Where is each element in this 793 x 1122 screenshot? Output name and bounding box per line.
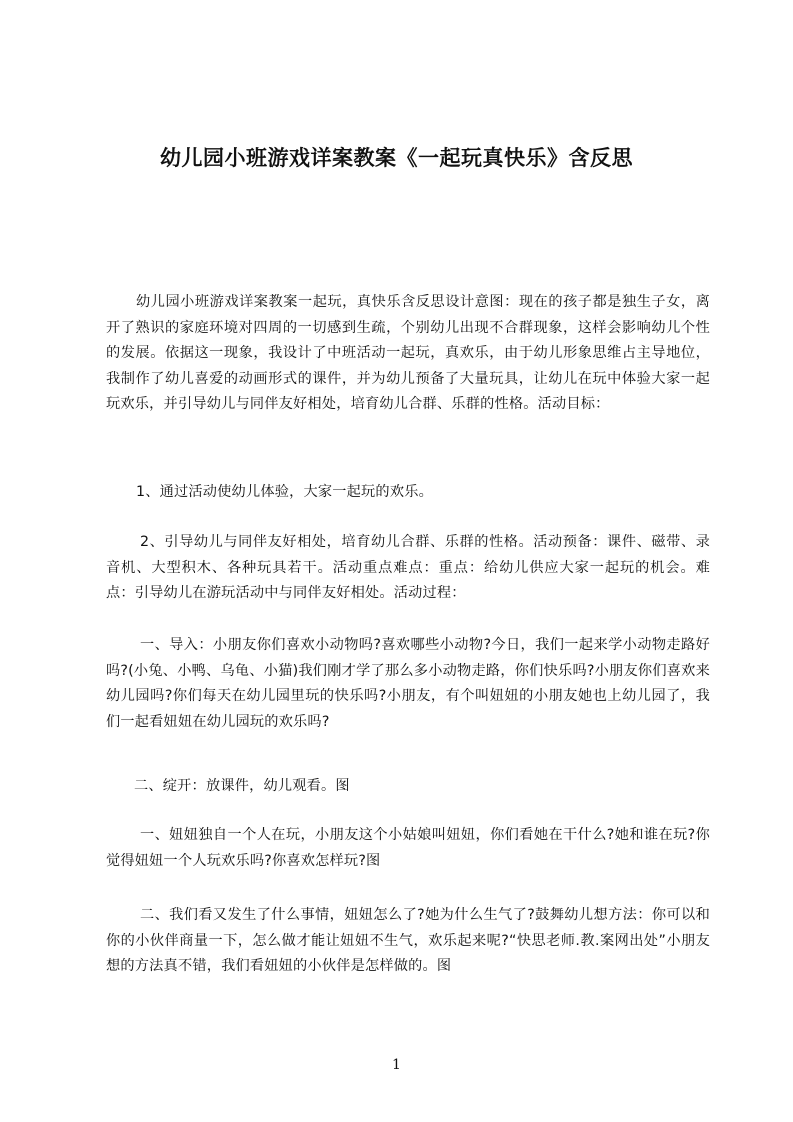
document-title: 幼儿园小班游戏详案教案《一起玩真快乐》含反思 [160,146,633,170]
paragraph-goal-1: 1、通过活动使幼儿体验，大家一起玩的欢乐。 [136,484,433,500]
paragraph-scene-1: 一、妞妞独自一个人在玩，小朋友这个小姑娘叫妞妞，你们看她在干什么?她和谁在玩?你觉得妞妞一个人玩欢乐吗?你喜欢怎样玩?图 [106,827,710,869]
paragraph-goal-2: 2、引导幼儿与同伴友好相处，培育幼儿合群、乐群的性格。活动预备：课件、磁带、录音机、大型积木、各种玩具若干。活动重点难点：重点：给幼儿供应大家一起玩的机会。难点：引导幼儿在游玩活动中与同伴友好相处。活动过程： [106,534,710,601]
paragraph-design-intent: 幼儿园小班游戏详案教案一起玩，真快乐含反思设计意图：现在的孩子都是独生子女，离开了熟识的家庭环境对四周的一切感到生疏，个别幼儿出现不合群现象，这样会影响幼儿个性的发展。依据这一现象，我设计了中班活动一起玩，真欢乐，由于幼儿形象思维占主导地位，我制作了幼儿喜爱的动画形式的课件，并为幼儿预备了大量玩具，让幼儿在玩中体验大家一起玩欢乐，并引导幼儿与同伴友好相处，培育幼儿合群、乐群的性格。活动目标： [106,294,710,412]
paragraph-unfold: 二、绽开：放课件，幼儿观看。图 [134,778,350,794]
paragraph-scene-2: 二、我们看又发生了什么事情，妞妞怎么了?她为什么生气了?鼓舞幼儿想方法：你可以和你的小伙伴商量一下，怎么做才能让妞妞不生气，欢乐起来呢?“快思老师.教.案网出处”小朋友想的方法真不错，我们看妞妞的小伙伴是怎样做的。图 [106,907,710,974]
paragraph-introduction: 一、导入：小朋友你们喜欢小动物吗?喜欢哪些小动物?今日，我们一起来学小动物走路好吗?(小兔、小鸭、乌龟、小猫)我们刚才学了那么多小动物走路，你们快乐吗?小朋友你们喜欢来幼儿园吗?你们每天在幼儿园里玩的快乐吗?小朋友，有个叫妞妞的小朋友她也上幼儿园了，我们一起看妞妞在幼儿园玩的欢乐吗? [106,637,710,730]
page-number: 1 [392,1057,401,1073]
